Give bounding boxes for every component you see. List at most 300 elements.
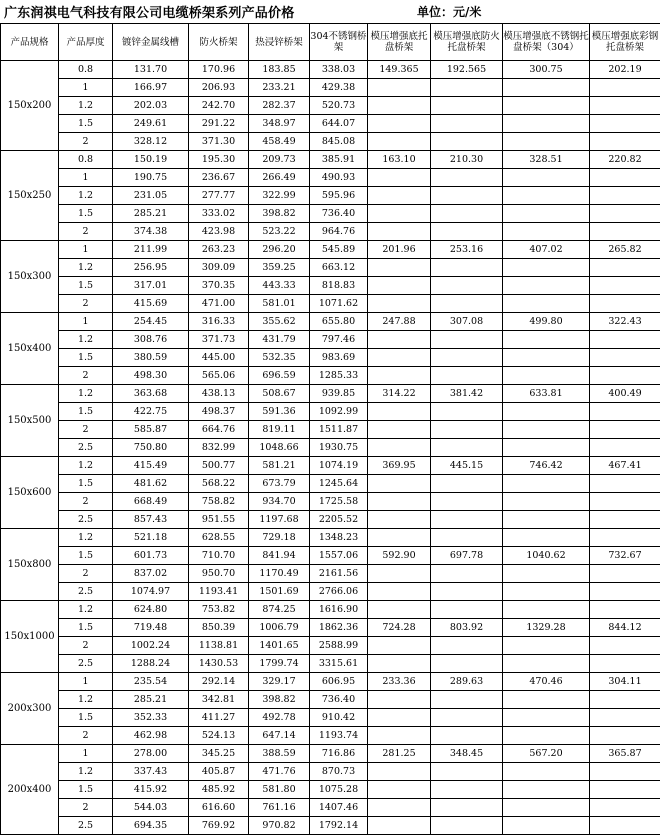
empty-cell	[590, 115, 660, 133]
empty-cell	[431, 277, 503, 295]
stainless-price-cell: 1092.99	[310, 403, 368, 421]
empty-cell	[368, 439, 431, 457]
empty-cell	[368, 817, 431, 835]
molded-price-cell: 281.25	[368, 745, 431, 763]
fireproof-price-cell: 1138.81	[189, 637, 249, 655]
molded-stainless-price-cell: 746.42	[503, 457, 590, 475]
hot-dip-price-cell: 581.80	[249, 781, 310, 799]
thickness-cell: 1.5	[59, 709, 113, 727]
table-row	[1, 277, 660, 295]
molded-stainless-price-cell: 633.81	[503, 385, 590, 403]
spec-cell: 150x400	[1, 313, 59, 385]
header-row	[1, 24, 660, 61]
empty-cell	[431, 223, 503, 241]
table-row	[1, 403, 660, 421]
hot-dip-price-cell: 874.25	[249, 601, 310, 619]
empty-cell	[431, 349, 503, 367]
thickness-cell: 1.5	[59, 619, 113, 637]
table-row	[1, 727, 660, 745]
molded-price-cell: 592.90	[368, 547, 431, 565]
thickness-cell: 2	[59, 295, 113, 313]
empty-cell	[431, 205, 503, 223]
empty-cell	[431, 763, 503, 781]
molded-fireproof-price-cell: 445.15	[431, 457, 503, 475]
stainless-price-cell: 1245.64	[310, 475, 368, 493]
empty-cell	[431, 133, 503, 151]
empty-cell	[590, 79, 660, 97]
empty-cell	[368, 133, 431, 151]
stainless-price-cell: 1930.75	[310, 439, 368, 457]
hot-dip-price-cell: 458.49	[249, 133, 310, 151]
hot-dip-price-cell: 296.20	[249, 241, 310, 259]
galvanized-price-cell: 231.05	[113, 187, 189, 205]
thickness-cell: 2	[59, 637, 113, 655]
hot-dip-price-cell: 1501.69	[249, 583, 310, 601]
stainless-price-cell: 2161.56	[310, 565, 368, 583]
stainless-price-cell: 870.73	[310, 763, 368, 781]
empty-cell	[503, 367, 590, 385]
table-row	[1, 421, 660, 439]
stainless-price-cell: 606.95	[310, 673, 368, 691]
spec-cell: 200x300	[1, 673, 59, 745]
table-row	[1, 115, 660, 133]
fireproof-price-cell: 664.76	[189, 421, 249, 439]
galvanized-price-cell: 363.68	[113, 385, 189, 403]
fireproof-price-cell: 309.09	[189, 259, 249, 277]
empty-cell	[368, 79, 431, 97]
thickness-cell: 2	[59, 223, 113, 241]
fireproof-price-cell: 832.99	[189, 439, 249, 457]
thickness-cell: 1	[59, 79, 113, 97]
fireproof-price-cell: 292.14	[189, 673, 249, 691]
empty-cell	[590, 223, 660, 241]
fireproof-price-cell: 950.70	[189, 565, 249, 583]
empty-cell	[503, 133, 590, 151]
stainless-price-cell: 845.08	[310, 133, 368, 151]
empty-cell	[590, 781, 660, 799]
empty-cell	[503, 349, 590, 367]
thickness-cell: 1.2	[59, 457, 113, 475]
table-row	[1, 367, 660, 385]
empty-cell	[431, 475, 503, 493]
hot-dip-price-cell: 1197.68	[249, 511, 310, 529]
fireproof-price-cell: 710.70	[189, 547, 249, 565]
table-row	[1, 529, 660, 547]
molded-price-cell: 201.96	[368, 241, 431, 259]
molded-fireproof-price-cell: 697.78	[431, 547, 503, 565]
thickness-cell: 0.8	[59, 151, 113, 169]
thickness-cell: 1.5	[59, 475, 113, 493]
hot-dip-price-cell: 581.01	[249, 295, 310, 313]
galvanized-price-cell: 422.75	[113, 403, 189, 421]
stainless-price-cell: 818.83	[310, 277, 368, 295]
galvanized-price-cell: 235.54	[113, 673, 189, 691]
molded-price-cell: 314.22	[368, 385, 431, 403]
empty-cell	[590, 601, 660, 619]
stainless-price-cell: 1075.28	[310, 781, 368, 799]
thickness-cell: 1	[59, 745, 113, 763]
stainless-price-cell: 964.76	[310, 223, 368, 241]
empty-cell	[503, 169, 590, 187]
empty-cell	[431, 115, 503, 133]
empty-cell	[590, 511, 660, 529]
molded-stainless-price-cell: 328.51	[503, 151, 590, 169]
stainless-price-cell: 663.12	[310, 259, 368, 277]
stainless-price-cell: 716.86	[310, 745, 368, 763]
empty-cell	[431, 601, 503, 619]
fireproof-price-cell: 628.55	[189, 529, 249, 547]
hot-dip-price-cell: 696.59	[249, 367, 310, 385]
empty-cell	[503, 529, 590, 547]
galvanized-price-cell: 337.43	[113, 763, 189, 781]
hot-dip-price-cell: 471.76	[249, 763, 310, 781]
thickness-cell: 2	[59, 133, 113, 151]
hot-dip-price-cell: 329.17	[249, 673, 310, 691]
molded-fireproof-price-cell: 210.30	[431, 151, 503, 169]
empty-cell	[368, 259, 431, 277]
molded-price-cell: 163.10	[368, 151, 431, 169]
thickness-cell: 2	[59, 367, 113, 385]
fireproof-price-cell: 316.33	[189, 313, 249, 331]
hot-dip-price-cell: 761.16	[249, 799, 310, 817]
thickness-cell: 0.8	[59, 61, 113, 79]
empty-cell	[431, 259, 503, 277]
fireproof-price-cell: 1430.53	[189, 655, 249, 673]
empty-cell	[590, 169, 660, 187]
empty-cell	[431, 367, 503, 385]
hot-dip-price-cell: 348.97	[249, 115, 310, 133]
molded-stainless-price-cell: 1040.62	[503, 547, 590, 565]
hot-dip-price-cell: 729.18	[249, 529, 310, 547]
empty-cell	[431, 637, 503, 655]
stainless-price-cell: 644.07	[310, 115, 368, 133]
galvanized-price-cell: 481.62	[113, 475, 189, 493]
empty-cell	[590, 655, 660, 673]
empty-cell	[368, 727, 431, 745]
empty-cell	[590, 637, 660, 655]
hot-dip-price-cell: 1006.79	[249, 619, 310, 637]
table-row	[1, 133, 660, 151]
fireproof-price-cell: 342.81	[189, 691, 249, 709]
molded-color-steel-price-cell: 467.41	[590, 457, 660, 475]
empty-cell	[368, 511, 431, 529]
hot-dip-price-cell: 1799.74	[249, 655, 310, 673]
hot-dip-price-cell: 282.37	[249, 97, 310, 115]
galvanized-price-cell: 415.92	[113, 781, 189, 799]
galvanized-price-cell: 624.80	[113, 601, 189, 619]
empty-cell	[431, 493, 503, 511]
galvanized-price-cell: 462.98	[113, 727, 189, 745]
table-row	[1, 331, 660, 349]
empty-cell	[368, 691, 431, 709]
empty-cell	[431, 781, 503, 799]
hot-dip-price-cell: 647.14	[249, 727, 310, 745]
thickness-cell: 2.5	[59, 511, 113, 529]
galvanized-price-cell: 544.03	[113, 799, 189, 817]
molded-stainless-price-cell: 499.80	[503, 313, 590, 331]
fireproof-price-cell: 471.00	[189, 295, 249, 313]
molded-color-steel-price-cell: 304.11	[590, 673, 660, 691]
spec-cell: 150x500	[1, 385, 59, 457]
thickness-cell: 1	[59, 241, 113, 259]
empty-cell	[590, 439, 660, 457]
empty-cell	[431, 97, 503, 115]
fireproof-price-cell: 565.06	[189, 367, 249, 385]
empty-cell	[368, 187, 431, 205]
empty-cell	[503, 511, 590, 529]
galvanized-price-cell: 668.49	[113, 493, 189, 511]
fireproof-price-cell: 333.02	[189, 205, 249, 223]
empty-cell	[503, 295, 590, 313]
galvanized-price-cell: 521.18	[113, 529, 189, 547]
hot-dip-price-cell: 266.49	[249, 169, 310, 187]
empty-cell	[368, 403, 431, 421]
galvanized-price-cell: 1288.24	[113, 655, 189, 673]
stainless-price-cell: 429.38	[310, 79, 368, 97]
hot-dip-price-cell: 841.94	[249, 547, 310, 565]
empty-cell	[368, 763, 431, 781]
empty-cell	[431, 727, 503, 745]
fireproof-price-cell: 850.39	[189, 619, 249, 637]
table-row	[1, 475, 660, 493]
galvanized-price-cell: 166.97	[113, 79, 189, 97]
thickness-cell: 2	[59, 727, 113, 745]
empty-cell	[590, 277, 660, 295]
table-row	[1, 205, 660, 223]
molded-color-steel-price-cell: 322.43	[590, 313, 660, 331]
col-header-molded-tray: 模压增强底托盘桥架	[368, 24, 431, 61]
thickness-cell: 1.5	[59, 403, 113, 421]
table-row	[1, 637, 660, 655]
col-header-fireproof-tray: 防火桥架	[189, 24, 249, 61]
table-row	[1, 583, 660, 601]
empty-cell	[368, 295, 431, 313]
stainless-price-cell: 1557.06	[310, 547, 368, 565]
empty-cell	[503, 799, 590, 817]
table-row	[1, 619, 660, 637]
stainless-price-cell: 736.40	[310, 691, 368, 709]
hot-dip-price-cell: 398.82	[249, 691, 310, 709]
empty-cell	[590, 97, 660, 115]
empty-cell	[590, 709, 660, 727]
thickness-cell: 1.5	[59, 547, 113, 565]
hot-dip-price-cell: 970.82	[249, 817, 310, 835]
hot-dip-price-cell: 398.82	[249, 205, 310, 223]
empty-cell	[503, 277, 590, 295]
molded-price-cell: 233.36	[368, 673, 431, 691]
fireproof-price-cell: 758.82	[189, 493, 249, 511]
spec-cell: 150x300	[1, 241, 59, 313]
empty-cell	[503, 187, 590, 205]
molded-fireproof-price-cell: 381.42	[431, 385, 503, 403]
empty-cell	[431, 295, 503, 313]
thickness-cell: 1.5	[59, 349, 113, 367]
hot-dip-price-cell: 322.99	[249, 187, 310, 205]
thickness-cell: 1.2	[59, 259, 113, 277]
thickness-cell: 2	[59, 493, 113, 511]
empty-cell	[431, 403, 503, 421]
empty-cell	[368, 655, 431, 673]
molded-color-steel-price-cell: 220.82	[590, 151, 660, 169]
empty-cell	[503, 709, 590, 727]
empty-cell	[368, 529, 431, 547]
empty-cell	[368, 349, 431, 367]
galvanized-price-cell: 308.76	[113, 331, 189, 349]
galvanized-price-cell: 415.49	[113, 457, 189, 475]
thickness-cell: 1.2	[59, 331, 113, 349]
thickness-cell: 1	[59, 673, 113, 691]
empty-cell	[368, 709, 431, 727]
empty-cell	[590, 583, 660, 601]
molded-price-cell: 724.28	[368, 619, 431, 637]
empty-cell	[590, 475, 660, 493]
thickness-cell: 1.2	[59, 601, 113, 619]
thickness-cell: 1.2	[59, 385, 113, 403]
empty-cell	[431, 583, 503, 601]
galvanized-price-cell: 131.70	[113, 61, 189, 79]
molded-color-steel-price-cell: 844.12	[590, 619, 660, 637]
empty-cell	[590, 421, 660, 439]
molded-fireproof-price-cell: 803.92	[431, 619, 503, 637]
hot-dip-price-cell: 443.33	[249, 277, 310, 295]
hot-dip-price-cell: 388.59	[249, 745, 310, 763]
thickness-cell: 1.2	[59, 97, 113, 115]
empty-cell	[590, 799, 660, 817]
stainless-price-cell: 939.85	[310, 385, 368, 403]
empty-cell	[431, 187, 503, 205]
empty-cell	[503, 691, 590, 709]
galvanized-price-cell: 285.21	[113, 691, 189, 709]
galvanized-price-cell: 211.99	[113, 241, 189, 259]
hot-dip-price-cell: 1401.65	[249, 637, 310, 655]
stainless-price-cell: 1348.23	[310, 529, 368, 547]
table-row	[1, 439, 660, 457]
price-table	[0, 23, 660, 835]
fireproof-price-cell: 951.55	[189, 511, 249, 529]
empty-cell	[590, 817, 660, 835]
molded-stainless-price-cell: 407.02	[503, 241, 590, 259]
empty-cell	[368, 601, 431, 619]
empty-cell	[503, 583, 590, 601]
stainless-price-cell: 1616.90	[310, 601, 368, 619]
empty-cell	[431, 79, 503, 97]
empty-cell	[431, 529, 503, 547]
molded-stainless-price-cell: 567.20	[503, 745, 590, 763]
galvanized-price-cell: 285.21	[113, 205, 189, 223]
hot-dip-price-cell: 355.62	[249, 313, 310, 331]
table-row	[1, 601, 660, 619]
col-header-molded-stainless-tray: 模压增强底不锈钢托盘桥架（304）	[503, 24, 590, 61]
hot-dip-price-cell: 673.79	[249, 475, 310, 493]
empty-cell	[503, 79, 590, 97]
stainless-price-cell: 1725.58	[310, 493, 368, 511]
hot-dip-price-cell: 508.67	[249, 385, 310, 403]
stainless-price-cell: 1862.36	[310, 619, 368, 637]
molded-color-steel-price-cell: 732.67	[590, 547, 660, 565]
stainless-price-cell: 910.42	[310, 709, 368, 727]
empty-cell	[368, 205, 431, 223]
galvanized-price-cell: 317.01	[113, 277, 189, 295]
col-header-thickness: 产品厚度	[59, 24, 113, 61]
empty-cell	[368, 115, 431, 133]
empty-cell	[590, 331, 660, 349]
molded-fireproof-price-cell: 348.45	[431, 745, 503, 763]
stainless-price-cell: 595.96	[310, 187, 368, 205]
table-body	[1, 61, 660, 835]
empty-cell	[590, 349, 660, 367]
spec-cell: 150x200	[1, 61, 59, 151]
fireproof-price-cell: 345.25	[189, 745, 249, 763]
fireproof-price-cell: 236.67	[189, 169, 249, 187]
molded-stainless-price-cell: 470.46	[503, 673, 590, 691]
fireproof-price-cell: 371.73	[189, 331, 249, 349]
empty-cell	[503, 601, 590, 619]
empty-cell	[431, 817, 503, 835]
table-row	[1, 511, 660, 529]
galvanized-price-cell: 415.69	[113, 295, 189, 313]
thickness-cell: 2.5	[59, 439, 113, 457]
empty-cell	[503, 493, 590, 511]
empty-cell	[590, 187, 660, 205]
galvanized-price-cell: 256.95	[113, 259, 189, 277]
hot-dip-price-cell: 183.85	[249, 61, 310, 79]
empty-cell	[503, 817, 590, 835]
table-row	[1, 457, 660, 475]
empty-cell	[431, 421, 503, 439]
molded-fireproof-price-cell: 253.16	[431, 241, 503, 259]
table-row	[1, 61, 660, 79]
table-row	[1, 493, 660, 511]
empty-cell	[590, 691, 660, 709]
empty-cell	[590, 727, 660, 745]
thickness-cell: 2.5	[59, 817, 113, 835]
galvanized-price-cell: 380.59	[113, 349, 189, 367]
hot-dip-price-cell: 934.70	[249, 493, 310, 511]
fireproof-price-cell: 411.27	[189, 709, 249, 727]
thickness-cell: 2	[59, 421, 113, 439]
galvanized-price-cell: 498.30	[113, 367, 189, 385]
thickness-cell: 2.5	[59, 655, 113, 673]
empty-cell	[503, 97, 590, 115]
fireproof-price-cell: 206.93	[189, 79, 249, 97]
fireproof-price-cell: 485.92	[189, 781, 249, 799]
spec-cell: 150x250	[1, 151, 59, 241]
table-row	[1, 691, 660, 709]
galvanized-price-cell: 1002.24	[113, 637, 189, 655]
fireproof-price-cell: 405.87	[189, 763, 249, 781]
galvanized-price-cell: 837.02	[113, 565, 189, 583]
empty-cell	[368, 493, 431, 511]
col-header-molded-color-steel-tray: 模压增强底彩钢托盘桥架	[590, 24, 660, 61]
galvanized-price-cell: 190.75	[113, 169, 189, 187]
fireproof-price-cell: 498.37	[189, 403, 249, 421]
empty-cell	[368, 367, 431, 385]
table-row	[1, 349, 660, 367]
empty-cell	[368, 331, 431, 349]
empty-cell	[503, 439, 590, 457]
spec-cell: 200x400	[1, 745, 59, 835]
stainless-price-cell: 1792.14	[310, 817, 368, 835]
empty-cell	[590, 763, 660, 781]
molded-color-steel-price-cell: 202.19	[590, 61, 660, 79]
table-row	[1, 169, 660, 187]
spec-cell: 150x800	[1, 529, 59, 601]
fireproof-price-cell: 445.00	[189, 349, 249, 367]
table-row	[1, 745, 660, 763]
empty-cell	[431, 691, 503, 709]
fireproof-price-cell: 170.96	[189, 61, 249, 79]
stainless-price-cell: 1285.33	[310, 367, 368, 385]
